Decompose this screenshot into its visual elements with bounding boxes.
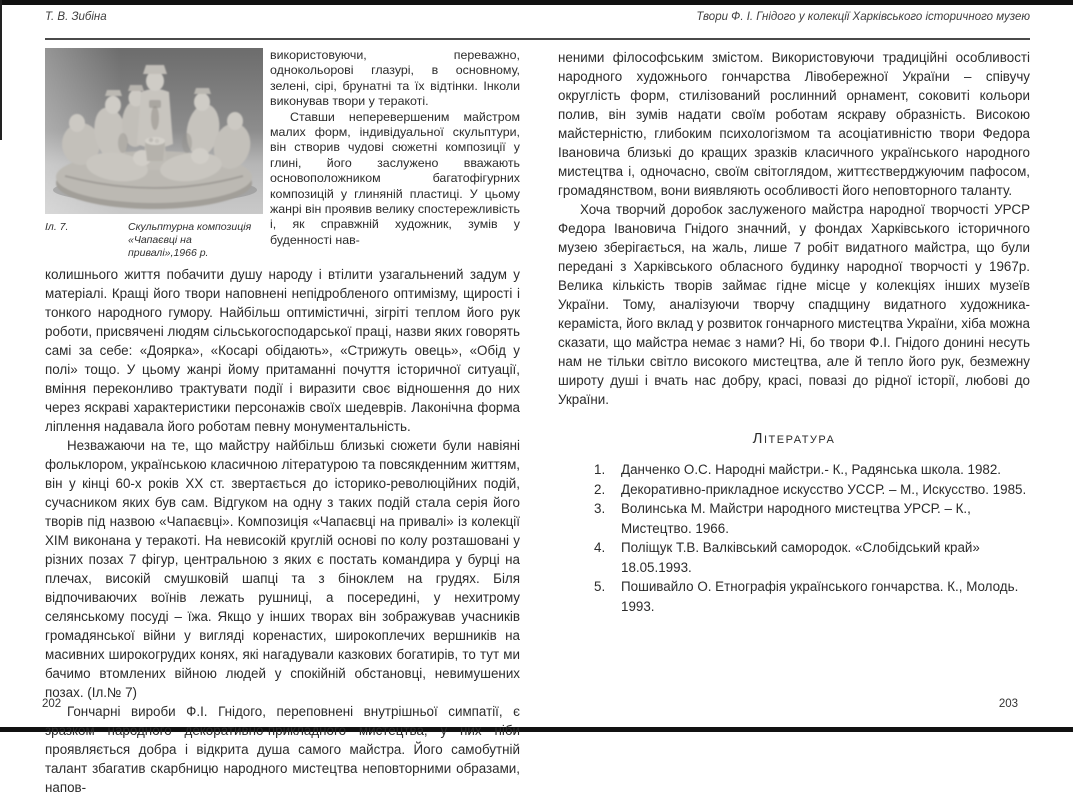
right-page xyxy=(558,48,1030,616)
left-page-body xyxy=(45,265,520,797)
paragraph: колишнього життя побачити душу народу і втілити узагальнений задум у матеріалі. Кращі його твори наповнені непідробленого оптимізму, щирості і тонкого народного гумору. Найбільш оптимістичні, зігріті теплом його рук роботи, присвячені людям сільськогосподарської праці, назви яких говорять самі за себе: «Доярка», «Косарі обідають», «Стрижуть овець», «Обід у полі» тощо. У цьому жанрі йому притаманні почуття історичної ситуації, вміння переконливо трактувати події і виразити своє відношення до них через яскраві характеристики персонажів своїх шедеврів. Лаконічна форма ліплення надавала його роботам певну монументальність. xyxy=(45,267,520,434)
page-number-left: 202 xyxy=(42,698,62,710)
paragraph: неними філософським змістом. Використовуючи традиційні особливості народного художнього гончарства Лівобережної України – співучу округлість форм, стилізований рослинний орнамент, соковиті кольори полив, він зумів надати своїм роботам яскраву образність. Високою майстерністю, глибоким психологізмом та асоціативністю твори Федора Івановича близькі до кращих зразків класичного українського народного мистецтва і, одночасно, своїм світоглядом, життєстверджуючим пафосом, громадянством, вони виявляють особливості його неповторного таланту. xyxy=(558,50,1030,198)
reference-item xyxy=(594,499,1030,538)
left-page xyxy=(45,48,520,797)
reference-text: Волинська М. Майстри народного мистецтва УРСР. – К., Мистецтво. 1966. xyxy=(621,501,971,536)
reference-item xyxy=(594,577,1030,616)
right-page-body xyxy=(558,48,1030,409)
reference-item xyxy=(594,480,1030,500)
sculpture-photo xyxy=(45,48,263,214)
reference-text: Декоративно-прикладное искусство УССР. – М., Искусство. 1985. xyxy=(621,481,1027,497)
figure-text-row xyxy=(45,48,520,260)
reference-item xyxy=(594,538,1030,577)
reference-number: 3. xyxy=(594,501,606,516)
page-number-right: 203 xyxy=(998,698,1018,710)
reference-list xyxy=(594,460,1030,616)
reference-text: Данченко О.С. Народні майстри.- К., Радянська школа. 1982. xyxy=(621,462,1002,477)
running-head-author: Т. В. Зибіна xyxy=(45,11,107,23)
reference-number: 1. xyxy=(594,462,606,477)
reference-number: 4. xyxy=(594,540,606,555)
figure-caption-text: Скульптурна композиція «Чапаєвці на привалі»,1966 р. xyxy=(128,221,252,259)
reference-text: Пошивайло О. Етнографія українського гончарства. К., Молодь. 1993. xyxy=(621,579,1019,614)
scan-edge-left xyxy=(0,0,2,140)
figure-caption-label: Іл. 7. xyxy=(45,221,69,233)
header-rule xyxy=(45,38,1030,40)
paragraph: використовуючи, переважно, однокольорові глазурі, в основному, зелені, сірі, брунатні та їх відтінки. Інколи виконував твори у теракоті. xyxy=(270,48,520,109)
wrapped-text-column xyxy=(270,48,520,260)
paragraph: Хоча творчий доробок заслуженого майстра народної творчості УРСР Федора Івановича Гнідого значний, у фондах Харківського історичного музею зберігається, на жаль, лише 7 робіт видатного майстра, що були передані з Харківського обласного будинку народної творчості у 1967р. Велика кількість творів займає гідне місце у колекціях інших музеїв України. Тому, аналізуючи творчу спадщину видатного художника-кераміста, його вклад у розвиток гончарного мистецтва України, хіба можна сказати, що майстра немає з нами? Ні, бо твори Ф.І. Гнідого донині несуть нам не тільки світло високого мистецтва, але й тепло його рук, безмежну широту душі і вчать нас добру, красі, повазі до рідної історії, любові до України. xyxy=(558,202,1030,407)
paragraph: Гончарні вироби Ф.І. Гнідого, переповнені внутрішньої симпатії, є зразком народного декоративно-прикладного мистецтва, у них ніби проявляється добра і відкрита душа самого майстра. Його самобутній талант збагатив скарбницю народного мистецтва неповторними образами, напов- xyxy=(45,704,520,795)
running-head-title: Твори Ф. І. Гнідого у колекції Харківського історичного музею xyxy=(696,11,1030,23)
reference-text: Поліщук Т.В. Валківський самородок. «Слобідський край» 18.05.1993. xyxy=(621,540,980,575)
scan-edge-top xyxy=(0,0,1073,5)
figure-caption xyxy=(45,221,263,260)
paragraph: Ставши неперевершеним майстром малих форм, індивідуальної скульптури, він створив чудові сюжетні композиції у глині, його заслужено вважають основоположником багатофігурних композицій у глиняній пластиці. У цьому жанрі він проявив велику спостережливість і, як справжній художник, зумів у буденності нав- xyxy=(270,109,520,247)
paragraph: Незважаючи на те, що майстру найбільш близькі сюжети були навіяні фольклором, українською класичною літературою та повсякденним життям, він у кінці 60-х років ХХ ст. звертається до історико-революційних подій, сучасником яких був сам. Відгуком на одну з таких подій стала серія його творів під назвою «Чапаєвці». Композиція «Чапаєвці на привалі» із колекції ХІМ виконана у теракоті. На невисокій круглій основі по колу розташовані у різних позах 7 фігур, центральною з яких є постать командира у бурці на плечах, високій смушковій шапці та з біноклем на грудях. Біля відпочиваючих воїнів лежать рушниці, а посередині, у нехитрому селянському посуді – їжа. Якщо у інших творах він зображував учасників громадянської війни у вигляді коренастих, широкоплечих вершників на масивних широкогрудих конях, які нагадували казкових богатирів, то тут ми бачимо втомлених війною людей у спокійній обстановці, невимушених позах. (Іл.№ 7) xyxy=(45,438,520,700)
literature-heading: Література xyxy=(752,430,836,447)
reference-item xyxy=(594,460,1030,480)
reference-number: 2. xyxy=(594,481,606,497)
figure-block xyxy=(45,48,263,260)
reference-number: 5. xyxy=(594,579,606,594)
